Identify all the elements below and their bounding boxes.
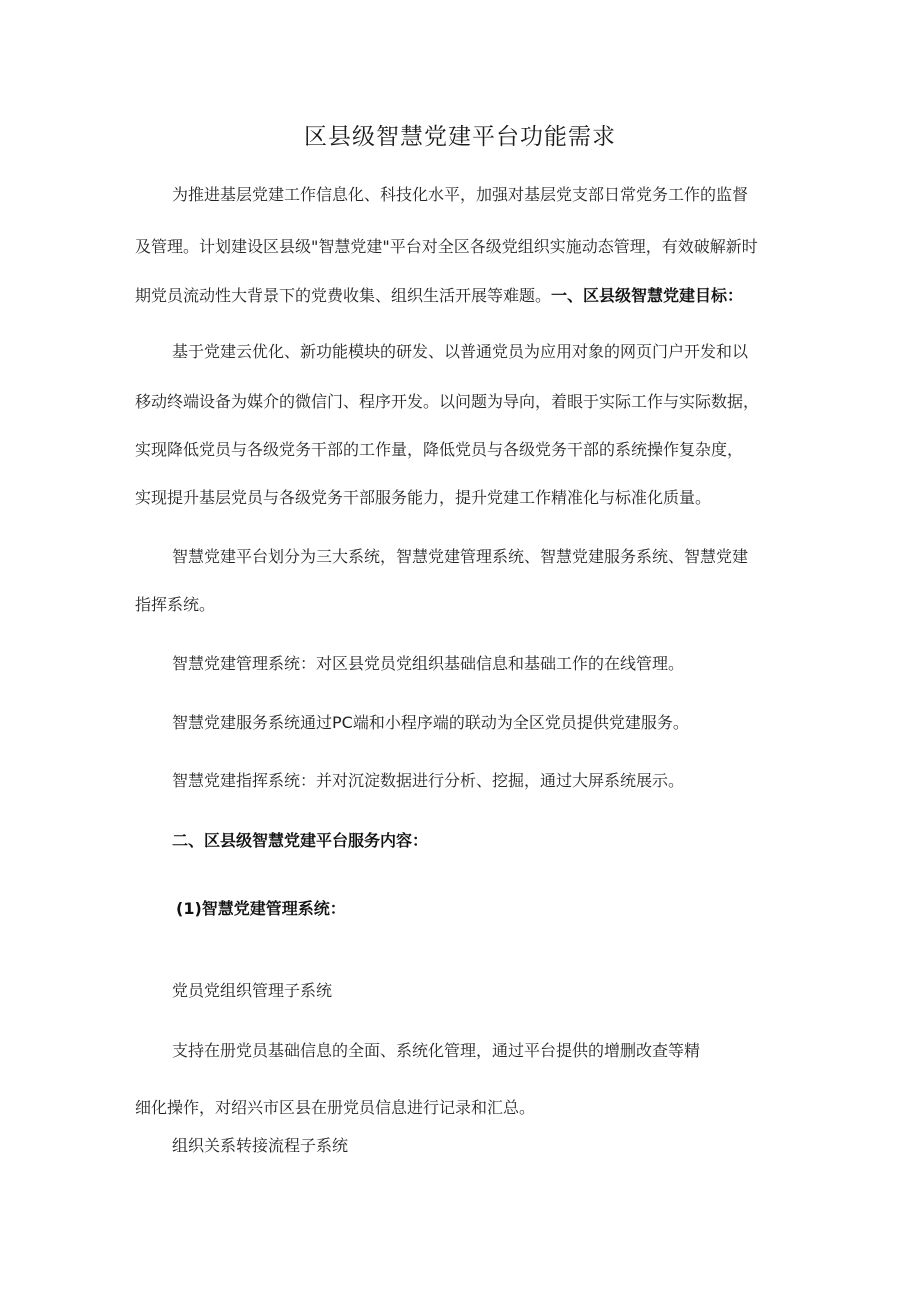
intro-line-2: 及管理。计划建设区县级"智慧党建"平台对全区各级党组织实施动态管理，有效破解新时 — [135, 237, 758, 256]
intro-line-3-text: 期党员流动性大背景下的党费收集、组织生活开展等难题。 — [135, 286, 552, 305]
intro-line-3 — [135, 283, 743, 306]
systems-line-2: 指挥系统。 — [135, 595, 216, 614]
systems-line-1: 智慧党建平台划分为三大系统，智慧党建管理系统、智慧党建服务系统、智慧党建 — [172, 547, 749, 566]
command-system-desc: 智慧党建指挥系统：并对沉淀数据进行分析、挖掘，通过大屏系统展示。 — [172, 771, 685, 790]
service-system-desc: 智慧党建服务系统通过PC端和小程序端的联动为全区党员提供党建服务。 — [172, 713, 689, 732]
subsystem-desc-line-1: 支持在册党员基础信息的全面、系统化管理，通过平台提供的增删改查等精 — [172, 1041, 701, 1060]
goal-line-4: 实现提升基层党员与各级党务干部服务能力，提升党建工作精准化与标准化质量。 — [135, 488, 712, 507]
management-system-desc: 智慧党建管理系统：对区县党员党组织基础信息和基础工作的在线管理。 — [172, 654, 685, 673]
subsystem-org-transfer: 组织关系转接流程子系统 — [172, 1136, 349, 1155]
goal-line-1: 基于党建云优化、新功能模块的研发、以普通党员为应用对象的网页门户开发和以 — [172, 342, 749, 361]
goal-line-3: 实现降低党员与各级党务干部的工作量，降低党员与各级党务干部的系统操作复杂度， — [135, 440, 744, 459]
subsystem-desc-line-2: 细化操作，对绍兴市区县在册党员信息进行记录和汇总。 — [135, 1098, 536, 1117]
page-title: 区县级智慧党建平台功能需求 — [304, 124, 616, 150]
goal-line-2: 移动终端设备为媒介的微信门、程序开发。以问题为导向，着眼于实际工作与实际数据， — [135, 392, 760, 411]
intro-line-1: 为推进基层党建工作信息化、科技化水平，加强对基层党支部日常党务工作的监督 — [172, 185, 749, 204]
section-heading-services: 二、区县级智慧党建平台服务内容： — [172, 831, 429, 850]
subsection-heading-management: (1)智慧党建管理系统： — [176, 899, 346, 918]
section-heading-goal: 一、区县级智慧党建目标： — [551, 286, 744, 305]
subsystem-member-org: 党员党组织管理子系统 — [172, 981, 333, 1000]
